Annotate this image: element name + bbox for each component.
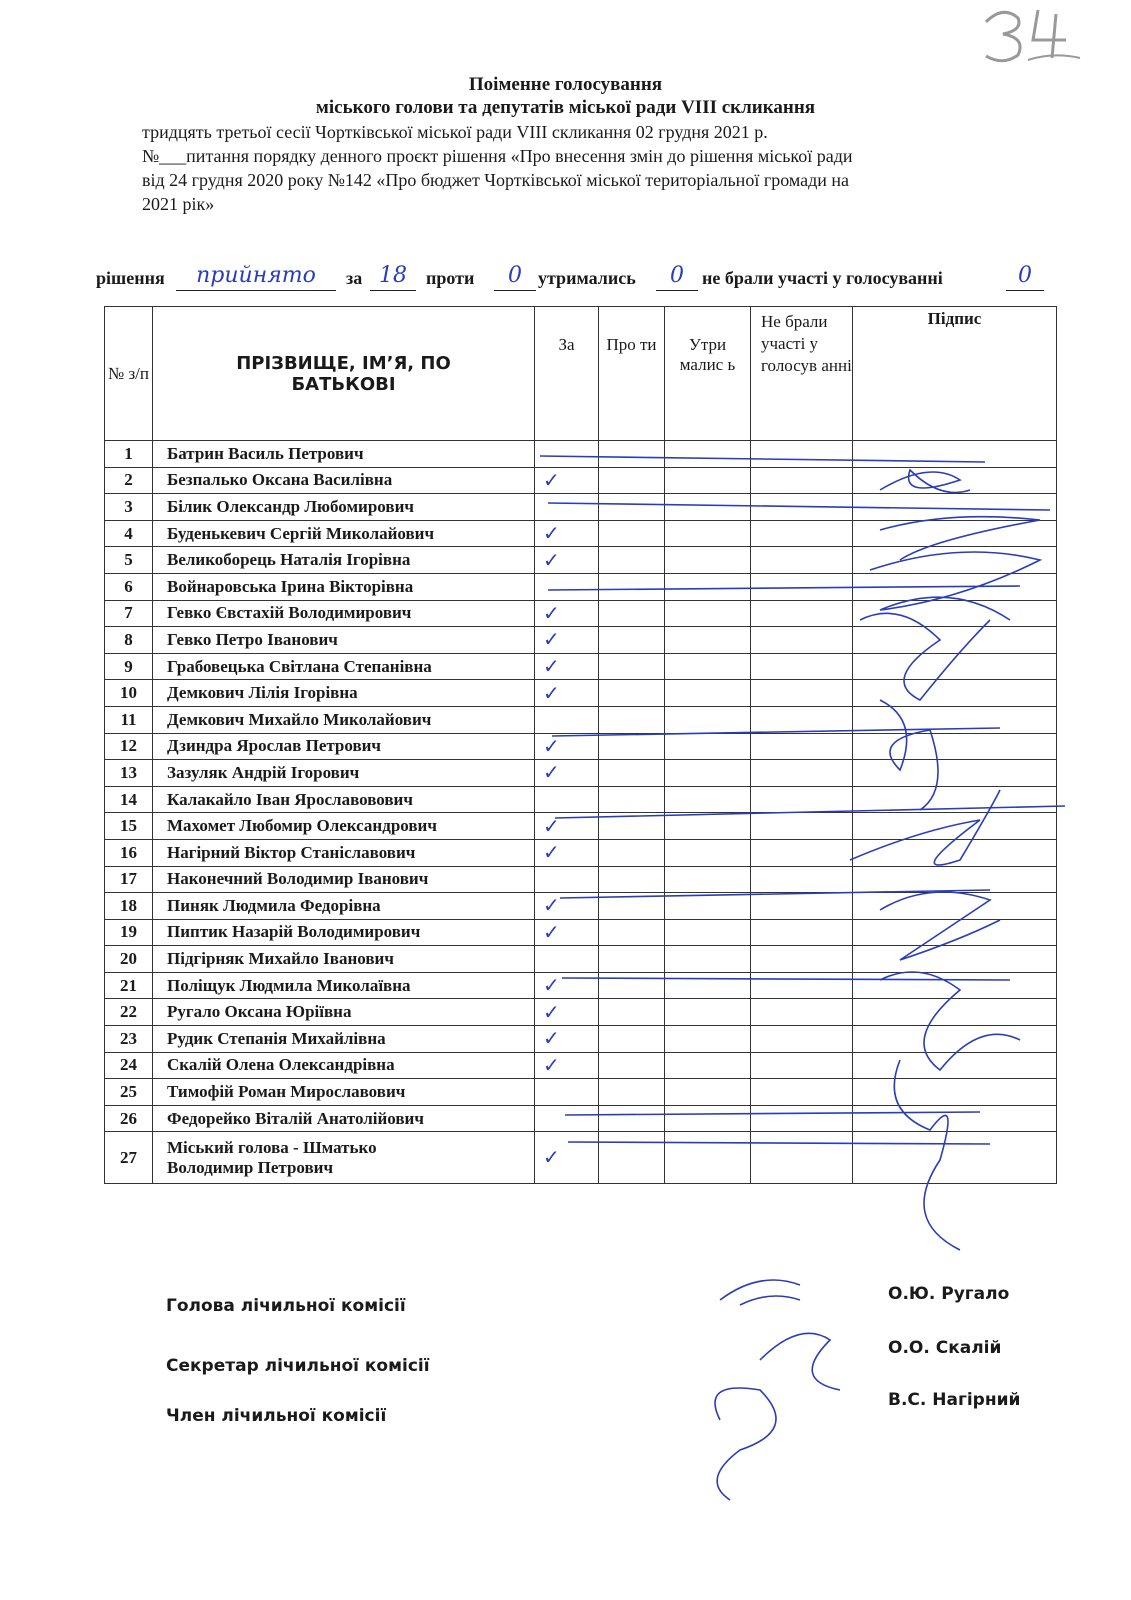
row-for: ✓ xyxy=(535,520,599,547)
row-number: 4 xyxy=(105,520,153,547)
row-not-voted xyxy=(751,680,853,707)
row-signature xyxy=(853,573,1057,600)
row-for xyxy=(535,573,599,600)
row-not-voted xyxy=(751,706,853,733)
row-signature xyxy=(853,653,1057,680)
row-name: Демкович Лілія Ігорівна xyxy=(153,680,535,707)
row-name: Демкович Михайло Миколайович xyxy=(153,706,535,733)
row-name-line2: Володимир Петрович xyxy=(167,1157,334,1177)
header-for: За xyxy=(535,307,599,441)
row-not-voted xyxy=(751,839,853,866)
table-row xyxy=(105,972,1057,999)
not-voted-label: не брали участі у голосуванні xyxy=(702,268,943,288)
row-signature xyxy=(853,520,1057,547)
row-not-voted xyxy=(751,1132,853,1184)
row-against xyxy=(599,680,665,707)
row-abstained xyxy=(665,1079,751,1106)
document-title: Поіменне голосування xyxy=(468,74,663,95)
row-not-voted xyxy=(751,786,853,813)
header-name: ПРІЗВИЩЕ, ІМ’Я, ПО БАТЬКОВІ xyxy=(153,307,535,441)
row-signature xyxy=(853,786,1057,813)
row-against xyxy=(599,786,665,813)
table-row xyxy=(105,866,1057,893)
table-row xyxy=(105,1105,1057,1132)
row-name xyxy=(153,1132,535,1184)
agenda-line-1: №___питання порядку денного проєкт рішення «Про внесення змін до рішення міської ради xyxy=(142,146,853,166)
row-not-voted xyxy=(751,653,853,680)
row-name: Дзиндра Ярослав Петрович xyxy=(153,733,535,760)
row-number: 14 xyxy=(105,786,153,813)
row-name: Рудик Степанія Михайлівна xyxy=(153,1026,535,1053)
row-abstained xyxy=(665,680,751,707)
row-abstained xyxy=(665,467,751,494)
against-value: 0 xyxy=(494,264,536,291)
row-abstained xyxy=(665,1026,751,1053)
row-name: Білик Олександр Любомирович xyxy=(153,494,535,521)
row-not-voted xyxy=(751,1052,853,1079)
session-line: тридцять третьої сесії Чортківської міської ради VIII скликання 02 грудня 2021 р. xyxy=(142,122,768,142)
row-signature xyxy=(853,1105,1057,1132)
row-not-voted xyxy=(751,573,853,600)
row-signature xyxy=(853,1026,1057,1053)
table-row xyxy=(105,733,1057,760)
for-label: за xyxy=(346,268,363,288)
row-signature xyxy=(853,441,1057,468)
row-against xyxy=(599,760,665,787)
row-number: 21 xyxy=(105,972,153,999)
row-abstained xyxy=(665,786,751,813)
table-row xyxy=(105,494,1057,521)
table-row xyxy=(105,786,1057,813)
row-for xyxy=(535,1079,599,1106)
row-not-voted xyxy=(751,627,853,654)
row-against xyxy=(599,494,665,521)
not-voted-value: 0 xyxy=(1006,264,1044,291)
row-against xyxy=(599,653,665,680)
row-name: Пиняк Людмила Федорівна xyxy=(153,893,535,920)
row-signature xyxy=(853,760,1057,787)
table-row xyxy=(105,441,1057,468)
row-for xyxy=(535,786,599,813)
row-against xyxy=(599,999,665,1026)
table-row xyxy=(105,467,1057,494)
row-signature xyxy=(853,706,1057,733)
row-name: Гевко Петро Іванович xyxy=(153,627,535,654)
row-signature xyxy=(853,627,1057,654)
row-against xyxy=(599,919,665,946)
row-signature xyxy=(853,547,1057,574)
row-abstained xyxy=(665,919,751,946)
row-for: ✓ xyxy=(535,547,599,574)
row-abstained xyxy=(665,999,751,1026)
row-against xyxy=(599,1026,665,1053)
row-number: 27 xyxy=(105,1132,153,1184)
row-against xyxy=(599,467,665,494)
row-signature xyxy=(853,839,1057,866)
row-signature xyxy=(853,919,1057,946)
row-for: ✓ xyxy=(535,999,599,1026)
row-for: ✓ xyxy=(535,893,599,920)
row-number: 3 xyxy=(105,494,153,521)
row-signature xyxy=(853,813,1057,840)
member-label: Член лічильної комісії xyxy=(166,1406,387,1426)
row-name: Тимофій Роман Мирославович xyxy=(153,1079,535,1106)
row-against xyxy=(599,866,665,893)
row-for: ✓ xyxy=(535,627,599,654)
row-number: 8 xyxy=(105,627,153,654)
row-name: Калакайло Іван Ярославовович xyxy=(153,786,535,813)
row-against xyxy=(599,1079,665,1106)
row-not-voted xyxy=(751,813,853,840)
row-name: Гевко Євстахій Володимирович xyxy=(153,600,535,627)
header-num: № з/п xyxy=(105,307,153,441)
row-number: 23 xyxy=(105,1026,153,1053)
row-abstained xyxy=(665,1052,751,1079)
row-name: Наконечний Володимир Іванович xyxy=(153,866,535,893)
table-header-row xyxy=(105,307,1057,441)
abstained-value: 0 xyxy=(656,264,698,291)
row-not-voted xyxy=(751,999,853,1026)
row-not-voted xyxy=(751,600,853,627)
row-for: ✓ xyxy=(535,467,599,494)
row-for: ✓ xyxy=(535,1026,599,1053)
row-number: 10 xyxy=(105,680,153,707)
row-number: 17 xyxy=(105,866,153,893)
row-signature xyxy=(853,680,1057,707)
row-against xyxy=(599,972,665,999)
row-abstained xyxy=(665,494,751,521)
table-row xyxy=(105,520,1057,547)
for-value: 18 xyxy=(370,264,416,291)
header-signature: Підпис xyxy=(853,307,1057,441)
row-name: Підгірняк Михайло Іванович xyxy=(153,946,535,973)
row-against xyxy=(599,946,665,973)
row-number: 6 xyxy=(105,573,153,600)
table-row xyxy=(105,1079,1057,1106)
row-number: 15 xyxy=(105,813,153,840)
row-number: 18 xyxy=(105,893,153,920)
row-against xyxy=(599,813,665,840)
page-number xyxy=(978,0,1088,70)
row-for: ✓ xyxy=(535,760,599,787)
table-row xyxy=(105,1026,1057,1053)
row-abstained xyxy=(665,760,751,787)
decision-label: рішення xyxy=(96,268,165,288)
table-row xyxy=(105,627,1057,654)
row-for xyxy=(535,946,599,973)
row-name: Пиптик Назарій Володимирович xyxy=(153,919,535,946)
table-row xyxy=(105,760,1057,787)
row-abstained xyxy=(665,972,751,999)
row-name: Войнаровська Ірина Вікторівна xyxy=(153,573,535,600)
row-for: ✓ xyxy=(535,813,599,840)
row-signature xyxy=(853,467,1057,494)
row-for: ✓ xyxy=(535,1052,599,1079)
row-for: ✓ xyxy=(535,680,599,707)
row-signature xyxy=(853,893,1057,920)
decision-line xyxy=(96,262,1056,296)
header-against: Про ти xyxy=(599,307,665,441)
table-row xyxy=(105,680,1057,707)
agenda-line-2: від 24 грудня 2020 року №142 «Про бюджет Чортківської міської територіальної громади на xyxy=(142,170,850,190)
row-signature xyxy=(853,999,1057,1026)
row-not-voted xyxy=(751,866,853,893)
row-not-voted xyxy=(751,760,853,787)
row-for xyxy=(535,494,599,521)
row-against xyxy=(599,1132,665,1184)
row-against xyxy=(599,893,665,920)
row-abstained xyxy=(665,547,751,574)
row-for: ✓ xyxy=(535,653,599,680)
voting-table xyxy=(104,306,1057,1184)
row-name: Безпалько Оксана Василівна xyxy=(153,467,535,494)
page-number-drawing xyxy=(978,0,1088,70)
row-number: 12 xyxy=(105,733,153,760)
row-not-voted xyxy=(751,893,853,920)
header-not-voted: Не брали участі у голосув анні xyxy=(751,307,853,441)
row-signature xyxy=(853,1052,1057,1079)
row-abstained xyxy=(665,839,751,866)
row-number: 25 xyxy=(105,1079,153,1106)
row-for: ✓ xyxy=(535,733,599,760)
row-not-voted xyxy=(751,919,853,946)
row-number: 26 xyxy=(105,1105,153,1132)
table-row xyxy=(105,653,1057,680)
row-signature xyxy=(853,494,1057,521)
row-name: Поліщук Людмила Миколаївна xyxy=(153,972,535,999)
row-number: 20 xyxy=(105,946,153,973)
row-signature xyxy=(853,946,1057,973)
row-name: Батрин Василь Петрович xyxy=(153,441,535,468)
row-against xyxy=(599,706,665,733)
row-not-voted xyxy=(751,1105,853,1132)
row-number: 7 xyxy=(105,600,153,627)
table-row xyxy=(105,919,1057,946)
row-abstained xyxy=(665,653,751,680)
row-abstained xyxy=(665,866,751,893)
table-row xyxy=(105,893,1057,920)
secretary-label: Секретар лічильної комісії xyxy=(166,1356,430,1376)
row-against xyxy=(599,573,665,600)
row-against xyxy=(599,733,665,760)
row-signature xyxy=(853,1079,1057,1106)
row-number: 1 xyxy=(105,441,153,468)
row-signature xyxy=(853,733,1057,760)
row-signature xyxy=(853,972,1057,999)
row-abstained xyxy=(665,600,751,627)
abstained-label: утримались xyxy=(538,268,636,288)
row-for: ✓ xyxy=(535,972,599,999)
row-signature xyxy=(853,866,1057,893)
table-row xyxy=(105,999,1057,1026)
row-abstained xyxy=(665,946,751,973)
row-name: Махомет Любомир Олександрович xyxy=(153,813,535,840)
table-row xyxy=(105,600,1057,627)
row-not-voted xyxy=(751,946,853,973)
row-not-voted xyxy=(751,547,853,574)
row-name: Скалій Олена Олександрівна xyxy=(153,1052,535,1079)
row-signature xyxy=(853,1132,1057,1184)
decision-value: прийнято xyxy=(176,264,336,291)
table-row xyxy=(105,839,1057,866)
row-against xyxy=(599,1105,665,1132)
row-name: Великоборець Наталія Ігорівна xyxy=(153,547,535,574)
table-row xyxy=(105,946,1057,973)
row-for: ✓ xyxy=(535,600,599,627)
row-name-line1: Міський голова - Шматько xyxy=(167,1137,377,1157)
row-not-voted xyxy=(751,972,853,999)
table-row xyxy=(105,706,1057,733)
row-not-voted xyxy=(751,494,853,521)
row-for: ✓ xyxy=(535,839,599,866)
row-against xyxy=(599,441,665,468)
row-for xyxy=(535,1105,599,1132)
row-number: 24 xyxy=(105,1052,153,1079)
row-for xyxy=(535,706,599,733)
row-abstained xyxy=(665,573,751,600)
header-abstained: Утри малис ь xyxy=(665,307,751,441)
row-abstained xyxy=(665,706,751,733)
row-abstained xyxy=(665,1132,751,1184)
table-row xyxy=(105,813,1057,840)
row-not-voted xyxy=(751,1079,853,1106)
row-against xyxy=(599,600,665,627)
row-abstained xyxy=(665,1105,751,1132)
row-number: 19 xyxy=(105,919,153,946)
row-number: 2 xyxy=(105,467,153,494)
row-abstained xyxy=(665,441,751,468)
row-abstained xyxy=(665,520,751,547)
row-name: Зазуляк Андрій Ігорович xyxy=(153,760,535,787)
chair-label: Голова лічильної комісії xyxy=(166,1296,406,1316)
row-for: ✓ xyxy=(535,1132,599,1184)
row-for: ✓ xyxy=(535,919,599,946)
chair-name: О.Ю. Ругало xyxy=(888,1284,1010,1304)
row-not-voted xyxy=(751,520,853,547)
row-against xyxy=(599,627,665,654)
row-for xyxy=(535,866,599,893)
row-abstained xyxy=(665,893,751,920)
row-number: 22 xyxy=(105,999,153,1026)
row-for xyxy=(535,441,599,468)
row-name: Грабовецька Світлана Степанівна xyxy=(153,653,535,680)
table-row xyxy=(105,547,1057,574)
row-name: Нагірний Віктор Станіславович xyxy=(153,839,535,866)
table-row xyxy=(105,573,1057,600)
row-number: 9 xyxy=(105,653,153,680)
against-label: проти xyxy=(426,268,475,288)
row-abstained xyxy=(665,733,751,760)
document-subtitle: міського голови та депутатів міської ради VIII скликання xyxy=(315,97,816,118)
row-against xyxy=(599,839,665,866)
row-against xyxy=(599,520,665,547)
agenda-line-3: 2021 рік» xyxy=(142,194,215,214)
row-number: 16 xyxy=(105,839,153,866)
row-number: 5 xyxy=(105,547,153,574)
row-not-voted xyxy=(751,1026,853,1053)
row-not-voted xyxy=(751,441,853,468)
table-row xyxy=(105,1132,1057,1184)
table-row xyxy=(105,1052,1057,1079)
row-against xyxy=(599,1052,665,1079)
row-abstained xyxy=(665,813,751,840)
row-against xyxy=(599,547,665,574)
row-not-voted xyxy=(751,467,853,494)
row-name: Буденькевич Сергій Миколайович xyxy=(153,520,535,547)
row-signature xyxy=(853,600,1057,627)
row-name: Ругало Оксана Юріївна xyxy=(153,999,535,1026)
member-name: В.С. Нагірний xyxy=(888,1390,1021,1410)
row-not-voted xyxy=(751,733,853,760)
secretary-name: О.О. Скалій xyxy=(888,1338,1002,1358)
row-name: Федорейко Віталій Анатолійович xyxy=(153,1105,535,1132)
row-abstained xyxy=(665,627,751,654)
row-number: 11 xyxy=(105,706,153,733)
row-number: 13 xyxy=(105,760,153,787)
